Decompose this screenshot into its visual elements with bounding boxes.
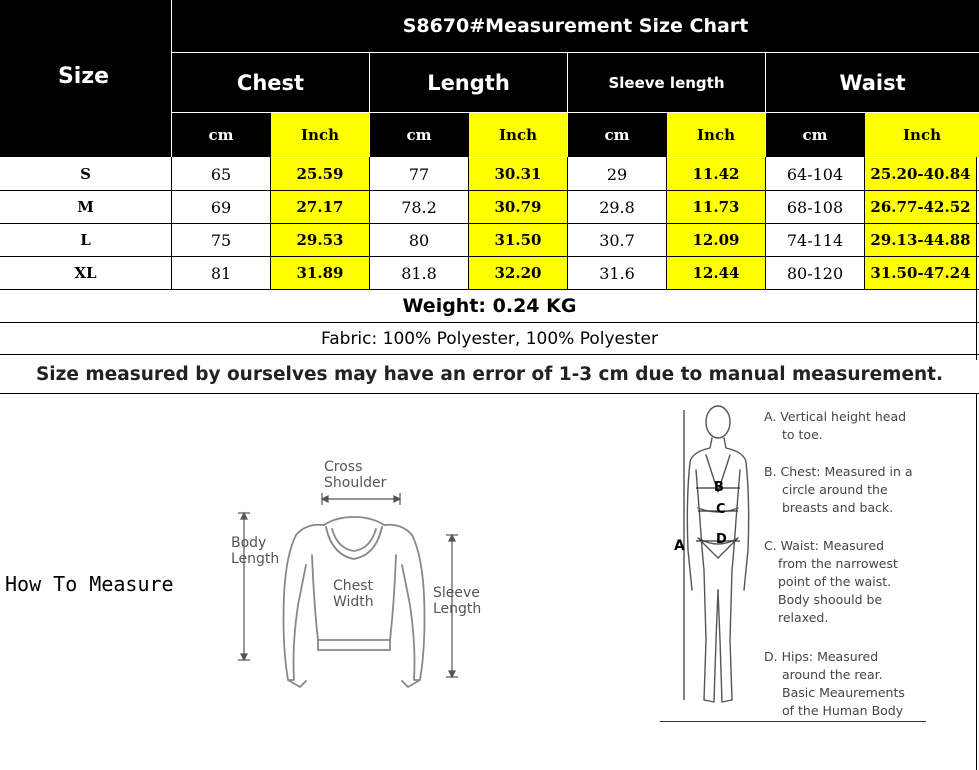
column-divider [567,157,568,289]
row-divider [976,290,977,360]
human-body-diagram [670,400,760,710]
cell-size: L [80,231,91,249]
body-label-d: D [716,532,727,547]
sleeve-length-label: Sleeve Length [433,585,482,617]
diagram-underline [660,721,926,722]
cell-length-in: 32.20 [469,257,567,289]
body-note-b: B. Chest: Measured in a circle around the breasts and back. [764,464,913,515]
shirt-measurement-diagram [226,455,496,695]
cell-sleeve-cm: 30.7 [599,230,635,250]
cell-waist-in: 25.20-40.84 [865,158,976,190]
column-divider [270,157,271,289]
column-divider [468,157,469,289]
column-divider [864,157,865,289]
length-inch-header: Inch [469,113,567,157]
disclaimer-row: Size measured by ourselves may have an error of 1-3 cm due to manual measurement. [35,363,944,385]
sleeve-inch-header: Inch [667,113,765,157]
cell-waist-in: 29.13-44.88 [865,224,976,256]
cell-waist-cm: 68-108 [786,197,844,217]
cell-sleeve-in: 12.44 [667,257,765,289]
chest-group-header: Chest [236,70,305,95]
body-note-c: C. Waist: Measured from the narrowest point of the waist. Body shoould be relaxed. [764,538,898,625]
cell-waist-in: 26.77-42.52 [865,191,976,223]
cell-length-cm: 80 [408,230,430,250]
size-column-header [0,0,171,157]
cell-chest-in: 25.59 [271,158,369,190]
cell-sleeve-cm: 29 [606,164,628,184]
cell-waist-cm: 74-114 [786,230,844,250]
cell-sleeve-cm: 31.6 [599,263,635,283]
waist-inch-header: Inch [865,113,979,157]
cell-size: XL [74,264,97,282]
weight-row: Weight: 0.24 KG [402,295,577,317]
cell-size: S [80,165,91,183]
section-divider [0,393,979,394]
cell-size: M [77,198,94,216]
chest-inch-header: Inch [271,113,369,157]
cell-length-in: 30.79 [469,191,567,223]
body-label-b: B [714,480,724,495]
body-length-label: Body Length [231,535,280,567]
chest-width-label: Chest Width [333,578,374,610]
cell-length-cm: 78.2 [401,197,437,217]
cell-chest-in: 29.53 [271,224,369,256]
cell-chest-cm: 65 [210,164,232,184]
frame-right [976,393,977,770]
cell-sleeve-cm: 29.8 [599,197,635,217]
cell-chest-cm: 75 [210,230,232,250]
column-divider [171,157,172,289]
body-note-d: D. Hips: Measured around the rear. Basic Meaurements of the Human Body [764,649,905,718]
cross-shoulder-label: Cross Shoulder [324,459,387,491]
cell-chest-in: 31.89 [271,257,369,289]
size-header-label: Size [57,64,110,89]
column-divider [765,157,766,289]
chart-title: S8670#Measurement Size Chart [402,15,749,37]
cell-sleeve-in: 11.73 [667,191,765,223]
row-divider [0,354,979,355]
cell-chest-cm: 81 [210,263,232,283]
cell-sleeve-in: 12.09 [667,224,765,256]
sleeve-cm-header: cm [604,126,630,144]
cell-chest-in: 27.17 [271,191,369,223]
cell-sleeve-in: 11.42 [667,158,765,190]
cell-chest-cm: 69 [210,197,232,217]
body-label-a: A [674,538,685,554]
cell-length-cm: 77 [408,164,430,184]
column-divider [976,157,977,289]
cell-waist-cm: 64-104 [786,164,844,184]
cell-length-cm: 81.8 [401,263,437,283]
cell-waist-cm: 80-120 [786,263,844,283]
fabric-row: Fabric: 100% Polyester, 100% Polyester [321,328,658,349]
waist-cm-header: cm [802,126,828,144]
length-group-header: Length [427,70,510,95]
waist-group-header: Waist [839,70,906,95]
column-divider [369,157,370,289]
chest-cm-header: cm [208,126,234,144]
column-divider [666,157,667,289]
body-note-a: A. Vertical height head to toe. [764,409,907,442]
sleeve-length-group-header: Sleeve length [608,73,725,92]
cell-waist-in: 31.50-47.24 [865,257,976,289]
cell-length-in: 31.50 [469,224,567,256]
cell-length-in: 30.31 [469,158,567,190]
length-cm-header: cm [406,126,432,144]
body-label-c: C [716,502,726,517]
how-to-measure-label: How To Measure [5,572,174,596]
